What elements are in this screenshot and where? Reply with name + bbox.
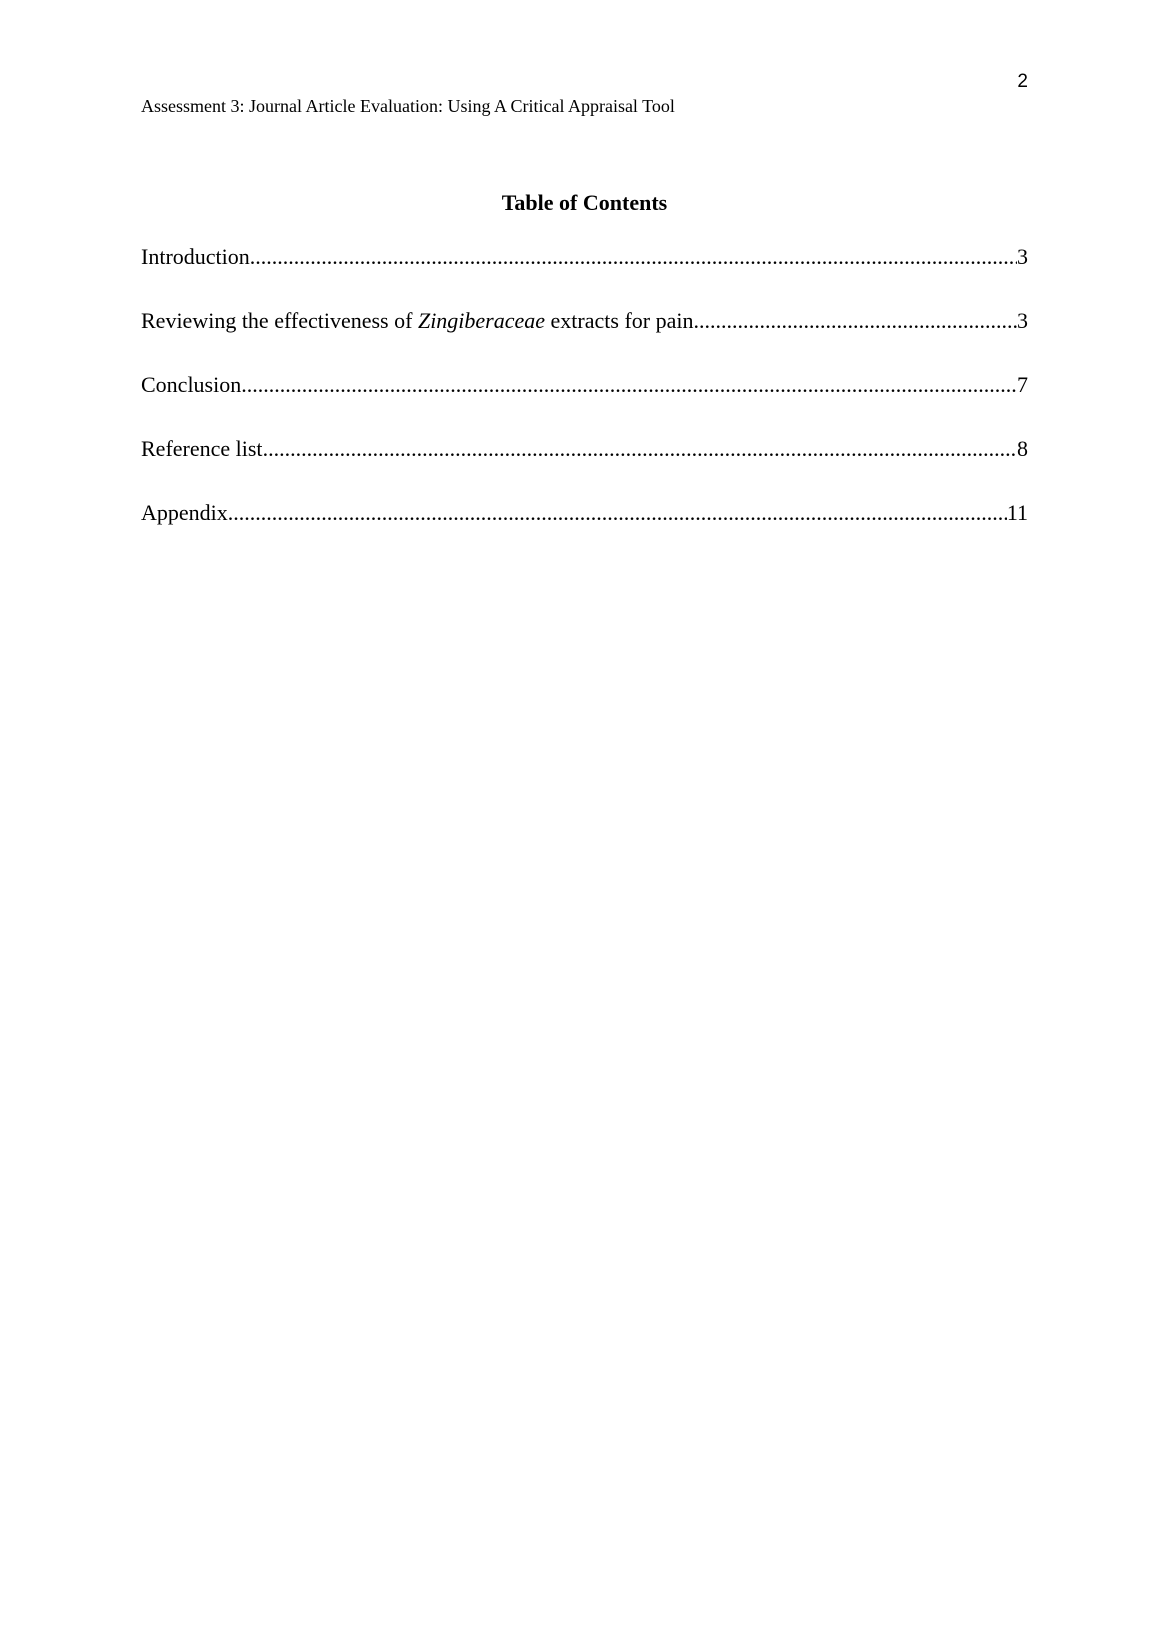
table-of-contents <box>141 242 1028 562</box>
toc-entry-page: 8 <box>1017 436 1028 461</box>
toc-entry-conclusion[interactable] <box>141 370 1028 434</box>
toc-entry-reviewing-effectiveness[interactable] <box>141 306 1028 370</box>
toc-entry-label: Introduction <box>141 244 250 269</box>
toc-dot-leader <box>228 498 1007 528</box>
page-number: 2 <box>1017 71 1028 92</box>
toc-entry-label-before: Reviewing the effectiveness of <box>141 308 418 333</box>
toc-entry-introduction[interactable] <box>141 242 1028 306</box>
toc-entry-label-after: extracts for pain <box>545 308 694 333</box>
toc-entry-label: Conclusion <box>141 372 242 397</box>
toc-entry-reference-list[interactable] <box>141 434 1028 498</box>
toc-entry-label <box>141 306 693 336</box>
toc-dot-leader <box>250 242 1017 272</box>
toc-entry-page: 11 <box>1006 500 1028 525</box>
toc-dot-leader <box>693 306 1017 336</box>
toc-entry-label-italic: Zingiberaceae <box>417 308 546 333</box>
running-head: Assessment 3: Journal Article Evaluation: Using A Critical Appraisal Tool <box>141 96 675 116</box>
toc-dot-leader <box>263 434 1017 464</box>
toc-entry-label: Reference list <box>141 436 263 461</box>
toc-dot-leader <box>241 370 1017 400</box>
toc-title: Table of Contents <box>501 190 668 215</box>
toc-entry-page: 7 <box>1017 372 1028 397</box>
toc-entry-appendix[interactable] <box>141 498 1028 562</box>
toc-entry-label: Appendix <box>141 500 228 525</box>
toc-entry-page: 3 <box>1017 308 1028 333</box>
toc-entry-page: 3 <box>1017 244 1028 269</box>
